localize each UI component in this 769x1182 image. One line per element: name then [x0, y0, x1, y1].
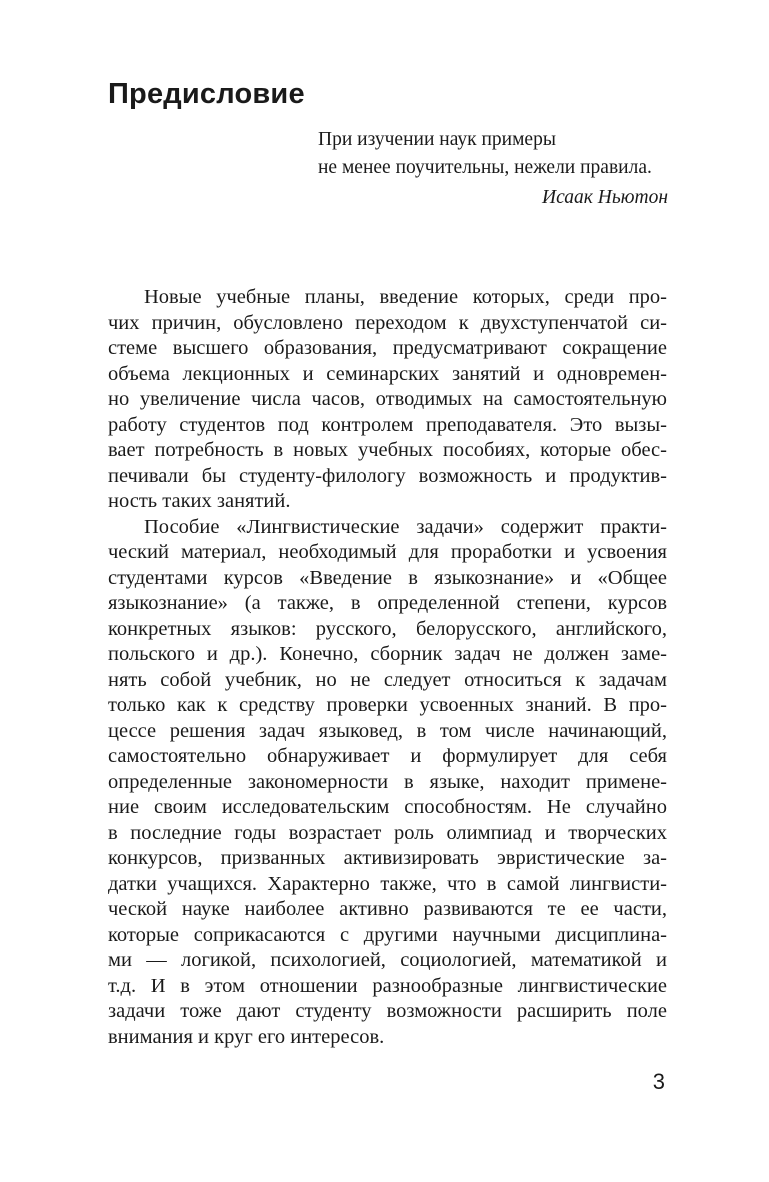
text-line: объема лекционных и семинарских занятий и одновремен- — [108, 362, 667, 385]
text-line: ческой науке наиболее активно развиваются те ее части, — [108, 898, 667, 920]
text-line: в последние годы возрастает роль олимпиад и творческих — [108, 821, 667, 844]
text-line: студентами курсов «Введение в языкознание» и «Общее — [108, 566, 667, 589]
text-line: конкретных языков: русского, белорусского, английского, — [108, 617, 667, 640]
text-line: ми — логикой, психологией, социологией, математикой и — [108, 949, 667, 971]
text-line: чих причин, обусловлено переходом к двухступенчатой си- — [108, 311, 667, 334]
text-line: работу студентов под контролем преподавателя. Это вызы- — [108, 413, 667, 436]
epigraph-author: Исаак Ньютон — [542, 187, 668, 208]
text-line: Пособие «Лингвистические задачи» содержит практи- — [144, 515, 667, 538]
text-line: стеме высшего образования, предусматривают сокращение — [108, 337, 667, 359]
text-line: датки учащихся. Характерно также, что в самой лингвисти- — [108, 872, 667, 895]
text-line: нять собой учебник, но не следует относиться к задачам — [108, 668, 667, 691]
text-line: ние своим исследовательским способностям. Не случайно — [108, 796, 667, 818]
text-line: определенные закономерности в языке, находит примене- — [108, 770, 667, 793]
epigraph-line: не менее поучительны, нежели правила. — [318, 157, 652, 178]
text-line: языкознание» (а также, в определенной степени, курсов — [108, 592, 667, 614]
text-line: внимания и круг его интересов. — [108, 1025, 385, 1048]
text-line: самостоятельно обнаруживает и формулирует для себя — [108, 745, 667, 767]
text-line: Новые учебные планы, введение которых, среди про- — [144, 286, 667, 308]
text-line: т.д. И в этом отношении разнообразные лингвистические — [108, 974, 667, 997]
epigraph-line: При изучении наук примеры — [318, 129, 556, 150]
text-line: конкурсов, призванных активизировать эвристические за- — [108, 847, 667, 869]
page-title: Предисловие — [108, 78, 305, 110]
text-line: задачи тоже дают студенту возможности расширить поле — [108, 1000, 667, 1022]
paragraph — [108, 515, 667, 1051]
text-line: цессе решения задач языковед, в том числе начинающий, — [108, 719, 667, 742]
text-line: которые соприкасаются с другими научными дисциплина- — [108, 923, 667, 946]
text-line: вает потребность в новых учебных пособиях, которые обес- — [108, 439, 667, 461]
text-line: польского и др.). Конечно, сборник задач не должен заме- — [108, 643, 667, 665]
text-line: только как к средству проверки усвоенных знаний. В про- — [108, 694, 667, 716]
text-line: ческий материал, необходимый для проработки и усвоения — [108, 541, 667, 563]
paragraph — [108, 285, 667, 515]
body-text — [108, 285, 667, 1050]
text-line: но увеличение числа часов, отводимых на самостоятельную — [108, 388, 667, 410]
text-line: печивали бы студенту-филологу возможность и продуктив- — [108, 464, 667, 487]
epigraph — [300, 126, 668, 212]
page-number: 3 — [652, 1069, 665, 1094]
text-line: ность таких занятий. — [108, 490, 291, 512]
